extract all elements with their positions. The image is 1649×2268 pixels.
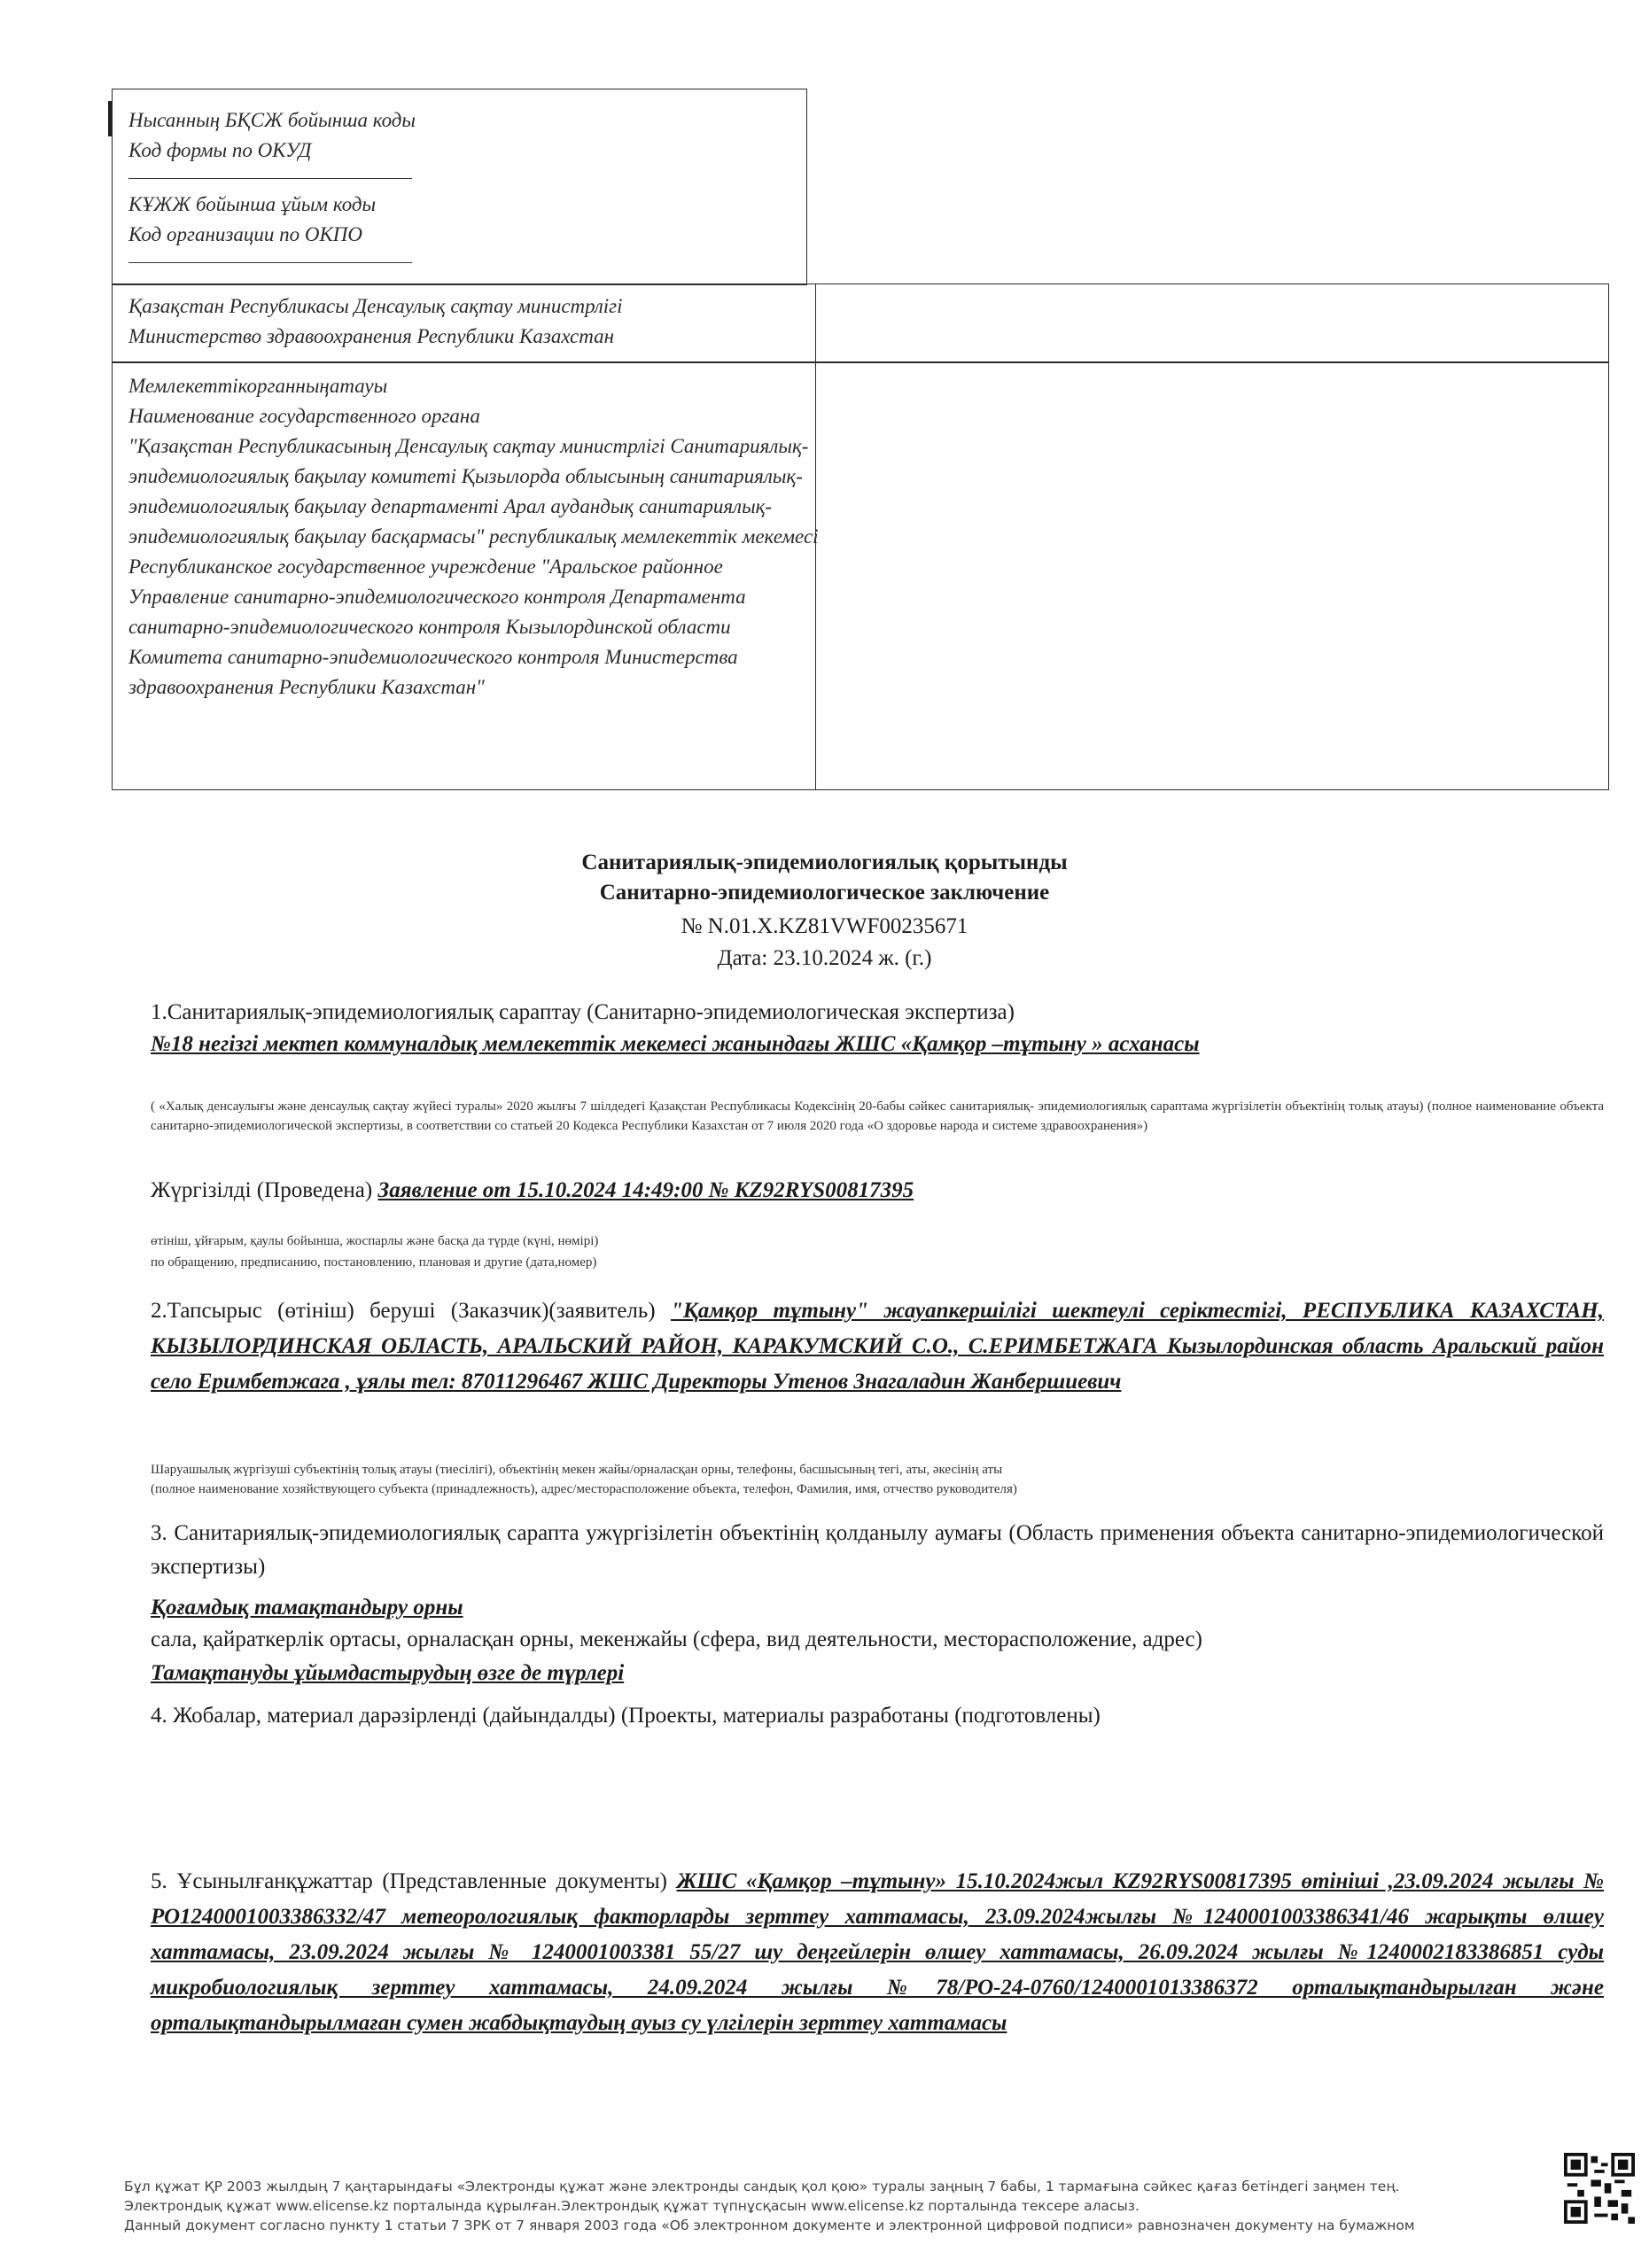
footer-line-1: Бұл құжат ҚР 2003 жылдың 7 қаңтарындағы «Электронды құжат және электронды сандық қол қою» туралы заңның 7 бабы, 1 тармағына сәйкес қағаз бетіндегі заңмен тең. bbox=[124, 2179, 1400, 2194]
okpo-label-ru: Код организации по ОКПО bbox=[128, 223, 362, 245]
section-2-note-ru: (полное наименование хозяйствующего субъекта (принадлежность), адрес/месторасположение объекта, телефон, Фамилия, имя, отчество руководителя) bbox=[151, 1482, 1017, 1496]
organ-label-kk: Мемлекеттікорганныңатауы bbox=[128, 375, 388, 397]
section-5-value: ЖШС «Қамқор –тұтыну» 15.10.2024жыл KZ92RYS00817395 өтініші ,23.09.2024 жылғы № РО1240001003386332/47 метеорологиялық факторларды зерттеу хаттамасы, 23.09.2024жылғы №1240001003386341/46 жарықты өлшеу хаттамасы, 23.09.2024 жылғы № 1240001003381 55/27 шу деңгейлерін өлшеу хаттамасы, 26.09.2024 жылғы №1240002183386851 суды микробиологиялық зерттеу хаттамасы, 24.09.2024 жылғы №78/РО-24-0760/1240001013386372 орталықтандырылған және орталықтандырылмаған сумен жабдықтаудың ауыз су үлгілерін зерттеу хаттамасы bbox=[151, 1869, 1605, 2035]
section-1-value: №18 негізгі мектеп коммуналдық мемлекеттік мекемесі жанындағы ЖШС «Қамқор –тұтыну » асханасы bbox=[151, 1032, 1200, 1056]
okud-label-ru: Код формы по ОКУД bbox=[128, 139, 312, 161]
qr-code-icon bbox=[1564, 2153, 1635, 2224]
section-3-label: 3. Санитариялық-эпидемиологиялық сарапта ужүргізілетін объектінің қолданылу аумағы (Область применения объекта санитарно-эпидемиологической экспертизы) bbox=[151, 1521, 1604, 1579]
header-box-organ bbox=[112, 361, 1609, 790]
section-1-note: ( «Халық денсаулығы және денсаулық сақтау жүйесі туралы» 2020 жылғы 7 шілдедегі Қазақстан Республикасы Кодексінің 20-бабы сәйкес санитариялық- эпидемиологиялық сараптама жүргізілетін объектінің толық атауы) (полное наименование объекта санитарно-эпидемиологической экспертизы, в соответствии со статьей 20 Кодекса Республики Казахстан от 7 июля 2020 года «О здоровье народа и системе здравоохранения») bbox=[151, 1099, 1604, 1133]
okud-label-kk: Нысанның БҚСЖ бойынша коды bbox=[128, 109, 416, 131]
organ-name-ru: Республиканское государственное учреждение "Аральское районное Управление санитарно-эпидемиологического контроля Департамента санитарно-эпидемиологического контроля Кызылординской области Комитета санитарно-эпидемиологического контроля Министерства здравоохранения Республики Казахстан" bbox=[128, 555, 746, 698]
organ-label-ru: Наименование государственного органа bbox=[128, 405, 480, 427]
section-3-value-2: Тамақтануды ұйымдастырудың өзге де түрлері bbox=[151, 1661, 625, 1685]
header-box-top bbox=[112, 89, 807, 285]
conducted-line bbox=[151, 1174, 1604, 1208]
doc-date: Дата: 23.10.2024 ж. (г.) bbox=[717, 946, 932, 970]
ministry-ru: Министерство здравоохранения Республики Казахстан bbox=[128, 325, 615, 347]
section-4-label: 4. Жобалар, материал дарәзірленді (дайындалды) (Проекты, материалы разработаны (подготовлены) bbox=[151, 1704, 1101, 1728]
footer-line-3: Данный документ согласно пункту 1 статьи 7 ЗРК от 7 января 2003 года «Об электронном документе и электронной цифровой подписи» равнозначен документу на бумажном bbox=[124, 2218, 1415, 2233]
header-column-divider bbox=[815, 284, 816, 790]
scan-mark bbox=[108, 101, 112, 136]
section-2-text bbox=[151, 1293, 1604, 1400]
doc-number: № N.01.X.KZ81VWF00235671 bbox=[681, 914, 968, 938]
section-2-note-kk: Шаруашылық жүргізуші субъектінің толық атауы (тиесілігі), объектінің мекен жайы/орналасқан орны, телефоны, басшысының тегі, аты, әкесінің аты bbox=[151, 1463, 1003, 1477]
section-1-label: 1.Санитариялық-эпидемиологиялық сараптау (Санитарно-эпидемиологическая экспертиза) bbox=[151, 1000, 1015, 1024]
okpo-label-kk: КҰЖЖ бойынша ұйым коды bbox=[128, 193, 377, 215]
section-3-sphere: сала, қайраткерлік ортасы, орналасқан орны, мекенжайы (сфера, вид деятельности, месторасположение, адрес) bbox=[151, 1627, 1202, 1651]
section-2-value: "Қамқор тұтыну" жауапкершілігі шектеулі серіктестігі, РЕСПУБЛИКА КАЗАХСТАН, КЫЗЫЛОРДИНСКАЯ ОБЛАСТЬ, АРАЛЬСКИЙ РАЙОН, КАРАКУМСКИЙ С.О., С.ЕРИМБЕТЖАГА Кызылординская область Аральский район село Еримбетжага , ұялы тел: 87011296467 ЖШС Директоры Утенов Знагаладин Жанбершиевич bbox=[151, 1299, 1604, 1394]
section-3-value-1: Қоғамдық тамақтандыру орны bbox=[151, 1596, 463, 1619]
title-kk: Санитариялық-эпидемиологиялық қорытынды bbox=[581, 850, 1068, 874]
organ-name-kk: "Қазақстан Республикасының Денсаулық сақтау министрлігі Санитариялық-эпидемиологиялық бақылау комитеті Қызылорда облысының санитариялық-эпидемиологиялық бақылау департаменті Арал аудандық санитариялық-эпидемиологиялық бақылау басқармасы" республикалық мемлекеттік мекемесі bbox=[128, 435, 819, 548]
section-2-label: 2.Тапсырыс (өтініш) беруші (Заказчик)(заявитель) bbox=[151, 1299, 656, 1323]
ministry-kk: Қазақстан Республикасы Денсаулық сақтау министрлігі bbox=[128, 295, 623, 317]
header-box-ministry bbox=[112, 284, 1609, 363]
okud-rule bbox=[128, 178, 412, 179]
footer-line-2: Электрондық құжат www.elicense.kz порталында құрылған.Электрондық құжат түпнұсқасын www.elicense.kz порталында тексере аласыз. bbox=[124, 2198, 1140, 2214]
conducted-label: Жүргізілді (Проведена) bbox=[151, 1178, 373, 1202]
section-5-label: 5. Ұсынылғанқұжаттар (Представленные документы) bbox=[151, 1869, 667, 1893]
title-ru: Санитарно-эпидемиологическое заключение bbox=[599, 881, 1050, 905]
section-5-text bbox=[151, 1864, 1604, 2041]
conducted-note-kk: өтініш, ұйғарым, қаулы бойынша, жоспарлы және басқа да түрде (күні, нөмірі) bbox=[151, 1234, 599, 1248]
okpo-rule bbox=[128, 262, 412, 263]
conducted-value: Заявление от 15.10.2024 14:49:00 № KZ92RYS00817395 bbox=[377, 1178, 914, 1202]
conducted-note-ru: по обращению, предписанию, постановлению, плановая и другие (дата,номер) bbox=[151, 1255, 597, 1270]
